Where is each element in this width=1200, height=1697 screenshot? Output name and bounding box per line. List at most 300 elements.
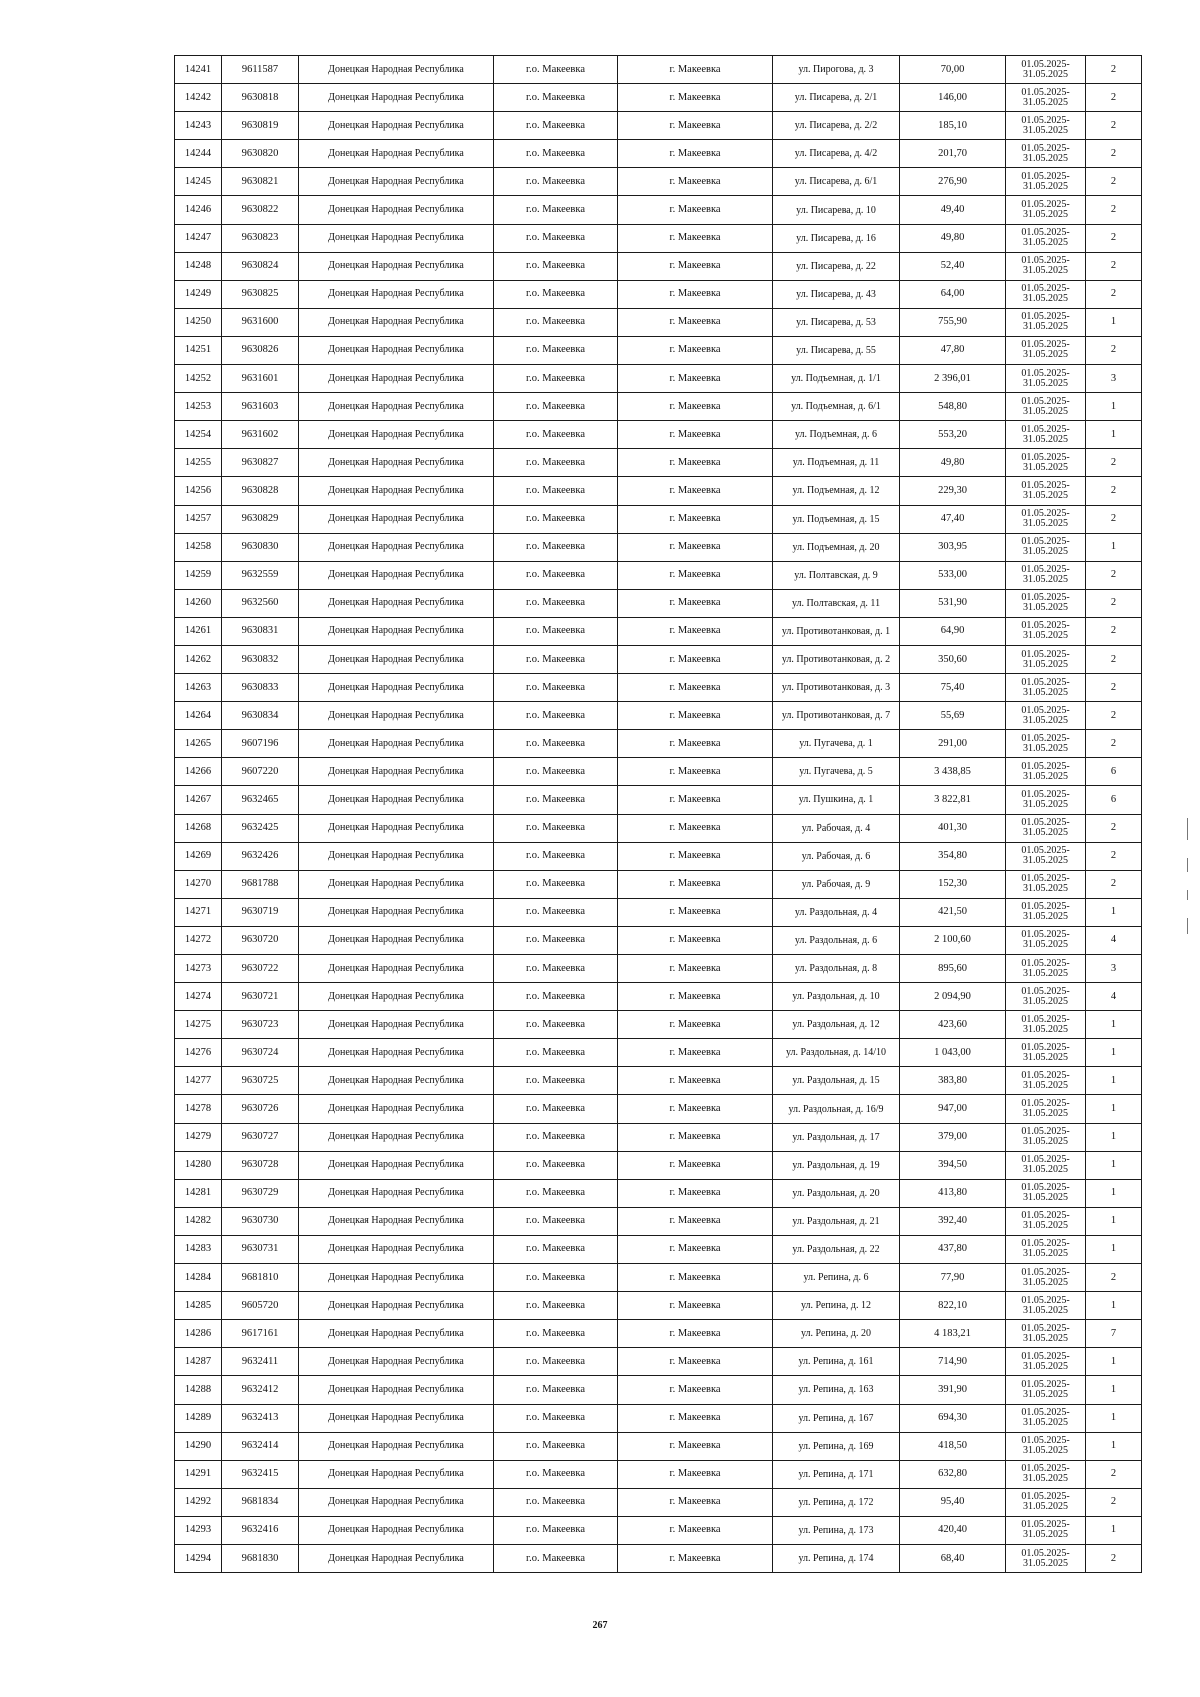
region-cell: Донецкая Народная Республика bbox=[299, 1348, 494, 1376]
area-cell: 632,80 bbox=[900, 1460, 1006, 1488]
city-cell: г. Макеевка bbox=[618, 1460, 773, 1488]
period-cell: 01.05.2025-31.05.2025 bbox=[1006, 308, 1086, 336]
period-cell: 01.05.2025-31.05.2025 bbox=[1006, 84, 1086, 112]
count-cell: 2 bbox=[1086, 589, 1142, 617]
table-row bbox=[175, 1039, 1142, 1067]
count-cell: 2 bbox=[1086, 1460, 1142, 1488]
area-cell: 3 438,85 bbox=[900, 758, 1006, 786]
period-cell: 01.05.2025-31.05.2025 bbox=[1006, 758, 1086, 786]
count-cell: 2 bbox=[1086, 561, 1142, 589]
area-cell: 52,40 bbox=[900, 252, 1006, 280]
city-cell: г. Макеевка bbox=[618, 674, 773, 702]
count-cell: 2 bbox=[1086, 112, 1142, 140]
count-cell: 2 bbox=[1086, 477, 1142, 505]
table-row bbox=[175, 140, 1142, 168]
region-cell: Донецкая Народная Республика bbox=[299, 308, 494, 336]
region-cell: Донецкая Народная Республика bbox=[299, 1432, 494, 1460]
period-cell: 01.05.2025-31.05.2025 bbox=[1006, 224, 1086, 252]
area-cell: 755,90 bbox=[900, 308, 1006, 336]
address-cell: ул. Репина, д. 6 bbox=[773, 1264, 900, 1292]
period-cell: 01.05.2025-31.05.2025 bbox=[1006, 1123, 1086, 1151]
city-cell: г. Макеевка bbox=[618, 589, 773, 617]
city-cell: г. Макеевка bbox=[618, 505, 773, 533]
count-cell: 2 bbox=[1086, 140, 1142, 168]
count-cell: 2 bbox=[1086, 56, 1142, 84]
table-row bbox=[175, 955, 1142, 983]
area-cell: 413,80 bbox=[900, 1179, 1006, 1207]
period-cell: 01.05.2025-31.05.2025 bbox=[1006, 870, 1086, 898]
period-cell: 01.05.2025-31.05.2025 bbox=[1006, 1320, 1086, 1348]
account-code-cell: 9632425 bbox=[222, 814, 299, 842]
city-cell: г. Макеевка bbox=[618, 224, 773, 252]
city-cell: г. Макеевка bbox=[618, 393, 773, 421]
period-cell: 01.05.2025-31.05.2025 bbox=[1006, 421, 1086, 449]
address-cell: ул. Пирогова, д. 3 bbox=[773, 56, 900, 84]
address-cell: ул. Репина, д. 169 bbox=[773, 1432, 900, 1460]
city-cell: г. Макеевка bbox=[618, 1151, 773, 1179]
period-cell: 01.05.2025-31.05.2025 bbox=[1006, 1179, 1086, 1207]
city-cell: г. Макеевка bbox=[618, 336, 773, 364]
table-row bbox=[175, 1544, 1142, 1572]
count-cell: 2 bbox=[1086, 702, 1142, 730]
district-cell: г.о. Макеевка bbox=[494, 898, 618, 926]
city-cell: г. Макеевка bbox=[618, 1348, 773, 1376]
table-row bbox=[175, 1235, 1142, 1263]
city-cell: г. Макеевка bbox=[618, 1011, 773, 1039]
region-cell: Донецкая Народная Республика bbox=[299, 983, 494, 1011]
city-cell: г. Макеевка bbox=[618, 1292, 773, 1320]
row-number-cell: 14281 bbox=[175, 1179, 222, 1207]
period-cell: 01.05.2025-31.05.2025 bbox=[1006, 1516, 1086, 1544]
city-cell: г. Макеевка bbox=[618, 1039, 773, 1067]
table-row bbox=[175, 1320, 1142, 1348]
period-cell: 01.05.2025-31.05.2025 bbox=[1006, 1067, 1086, 1095]
period-cell: 01.05.2025-31.05.2025 bbox=[1006, 1264, 1086, 1292]
region-cell: Донецкая Народная Республика bbox=[299, 421, 494, 449]
page-number: 267 bbox=[592, 1620, 608, 1631]
district-cell: г.о. Макеевка bbox=[494, 168, 618, 196]
region-cell: Донецкая Народная Республика bbox=[299, 589, 494, 617]
district-cell: г.о. Макеевка bbox=[494, 1320, 618, 1348]
region-cell: Донецкая Народная Республика bbox=[299, 645, 494, 673]
area-cell: 55,69 bbox=[900, 702, 1006, 730]
account-code-cell: 9630830 bbox=[222, 533, 299, 561]
row-number-cell: 14286 bbox=[175, 1320, 222, 1348]
city-cell: г. Макеевка bbox=[618, 1488, 773, 1516]
account-code-cell: 9630730 bbox=[222, 1207, 299, 1235]
count-cell: 2 bbox=[1086, 842, 1142, 870]
region-cell: Донецкая Народная Республика bbox=[299, 112, 494, 140]
address-cell: ул. Писарева, д. 6/1 bbox=[773, 168, 900, 196]
period-cell: 01.05.2025-31.05.2025 bbox=[1006, 561, 1086, 589]
address-cell: ул. Писарева, д. 43 bbox=[773, 280, 900, 308]
count-cell: 2 bbox=[1086, 645, 1142, 673]
district-cell: г.о. Макеевка bbox=[494, 1292, 618, 1320]
area-cell: 421,50 bbox=[900, 898, 1006, 926]
table-row bbox=[175, 1376, 1142, 1404]
district-cell: г.о. Макеевка bbox=[494, 1376, 618, 1404]
row-number-cell: 14287 bbox=[175, 1348, 222, 1376]
count-cell: 2 bbox=[1086, 252, 1142, 280]
count-cell: 3 bbox=[1086, 955, 1142, 983]
city-cell: г. Макеевка bbox=[618, 140, 773, 168]
row-number-cell: 14246 bbox=[175, 196, 222, 224]
district-cell: г.о. Макеевка bbox=[494, 842, 618, 870]
area-cell: 694,30 bbox=[900, 1404, 1006, 1432]
district-cell: г.о. Макеевка bbox=[494, 561, 618, 589]
count-cell: 1 bbox=[1086, 1348, 1142, 1376]
row-number-cell: 14258 bbox=[175, 533, 222, 561]
account-code-cell: 9632426 bbox=[222, 842, 299, 870]
address-cell: ул. Репина, д. 20 bbox=[773, 1320, 900, 1348]
period-cell: 01.05.2025-31.05.2025 bbox=[1006, 140, 1086, 168]
table-row bbox=[175, 786, 1142, 814]
account-code-cell: 9630726 bbox=[222, 1095, 299, 1123]
district-cell: г.о. Макеевка bbox=[494, 1544, 618, 1572]
account-code-cell: 9681830 bbox=[222, 1544, 299, 1572]
district-cell: г.о. Макеевка bbox=[494, 617, 618, 645]
row-number-cell: 14294 bbox=[175, 1544, 222, 1572]
account-code-cell: 9630825 bbox=[222, 280, 299, 308]
city-cell: г. Макеевка bbox=[618, 1376, 773, 1404]
address-cell: ул. Раздольная, д. 16/9 bbox=[773, 1095, 900, 1123]
account-code-cell: 9630727 bbox=[222, 1123, 299, 1151]
address-cell: ул. Репина, д. 12 bbox=[773, 1292, 900, 1320]
region-cell: Донецкая Народная Республика bbox=[299, 786, 494, 814]
account-code-cell: 9632465 bbox=[222, 786, 299, 814]
region-cell: Донецкая Народная Республика bbox=[299, 1039, 494, 1067]
city-cell: г. Макеевка bbox=[618, 533, 773, 561]
account-code-cell: 9611587 bbox=[222, 56, 299, 84]
count-cell: 1 bbox=[1086, 1516, 1142, 1544]
area-cell: 714,90 bbox=[900, 1348, 1006, 1376]
city-cell: г. Макеевка bbox=[618, 842, 773, 870]
account-code-cell: 9630834 bbox=[222, 702, 299, 730]
address-cell: ул. Полтавская, д. 11 bbox=[773, 589, 900, 617]
district-cell: г.о. Макеевка bbox=[494, 505, 618, 533]
account-code-cell: 9632411 bbox=[222, 1348, 299, 1376]
area-cell: 49,40 bbox=[900, 196, 1006, 224]
account-code-cell: 9681788 bbox=[222, 870, 299, 898]
period-cell: 01.05.2025-31.05.2025 bbox=[1006, 1404, 1086, 1432]
city-cell: г. Макеевка bbox=[618, 898, 773, 926]
address-cell: ул. Писарева, д. 22 bbox=[773, 252, 900, 280]
table-row bbox=[175, 1123, 1142, 1151]
count-cell: 2 bbox=[1086, 280, 1142, 308]
count-cell: 2 bbox=[1086, 1264, 1142, 1292]
row-number-cell: 14260 bbox=[175, 589, 222, 617]
area-cell: 1 043,00 bbox=[900, 1039, 1006, 1067]
count-cell: 1 bbox=[1086, 1404, 1142, 1432]
row-number-cell: 14265 bbox=[175, 730, 222, 758]
count-cell: 2 bbox=[1086, 617, 1142, 645]
period-cell: 01.05.2025-31.05.2025 bbox=[1006, 589, 1086, 617]
count-cell: 2 bbox=[1086, 730, 1142, 758]
district-cell: г.о. Макеевка bbox=[494, 477, 618, 505]
row-number-cell: 14271 bbox=[175, 898, 222, 926]
address-cell: ул. Писарева, д. 2/2 bbox=[773, 112, 900, 140]
area-cell: 401,30 bbox=[900, 814, 1006, 842]
district-cell: г.о. Макеевка bbox=[494, 1235, 618, 1263]
table-row bbox=[175, 1488, 1142, 1516]
district-cell: г.о. Макеевка bbox=[494, 1039, 618, 1067]
district-cell: г.о. Макеевка bbox=[494, 421, 618, 449]
district-cell: г.о. Макеевка bbox=[494, 730, 618, 758]
period-cell: 01.05.2025-31.05.2025 bbox=[1006, 1376, 1086, 1404]
district-cell: г.о. Макеевка bbox=[494, 1460, 618, 1488]
row-number-cell: 14248 bbox=[175, 252, 222, 280]
period-cell: 01.05.2025-31.05.2025 bbox=[1006, 983, 1086, 1011]
period-cell: 01.05.2025-31.05.2025 bbox=[1006, 1207, 1086, 1235]
address-cell: ул. Противотанковая, д. 2 bbox=[773, 645, 900, 673]
area-cell: 291,00 bbox=[900, 730, 1006, 758]
region-cell: Донецкая Народная Республика bbox=[299, 1067, 494, 1095]
region-cell: Донецкая Народная Республика bbox=[299, 926, 494, 954]
district-cell: г.о. Макеевка bbox=[494, 112, 618, 140]
address-cell: ул. Раздольная, д. 17 bbox=[773, 1123, 900, 1151]
account-code-cell: 9632412 bbox=[222, 1376, 299, 1404]
district-cell: г.о. Макеевка bbox=[494, 702, 618, 730]
city-cell: г. Макеевка bbox=[618, 1432, 773, 1460]
region-cell: Донецкая Народная Республика bbox=[299, 533, 494, 561]
count-cell: 2 bbox=[1086, 224, 1142, 252]
period-cell: 01.05.2025-31.05.2025 bbox=[1006, 814, 1086, 842]
count-cell: 1 bbox=[1086, 1095, 1142, 1123]
region-cell: Донецкая Народная Республика bbox=[299, 1488, 494, 1516]
account-code-cell: 9630820 bbox=[222, 140, 299, 168]
address-cell: ул. Подъемная, д. 11 bbox=[773, 449, 900, 477]
count-cell: 1 bbox=[1086, 1123, 1142, 1151]
area-cell: 383,80 bbox=[900, 1067, 1006, 1095]
period-cell: 01.05.2025-31.05.2025 bbox=[1006, 786, 1086, 814]
city-cell: г. Макеевка bbox=[618, 1179, 773, 1207]
city-cell: г. Макеевка bbox=[618, 983, 773, 1011]
account-code-cell: 9630731 bbox=[222, 1235, 299, 1263]
register-table bbox=[174, 55, 1142, 1573]
address-cell: ул. Писарева, д. 4/2 bbox=[773, 140, 900, 168]
region-cell: Донецкая Народная Республика bbox=[299, 449, 494, 477]
table-row bbox=[175, 674, 1142, 702]
count-cell: 1 bbox=[1086, 1376, 1142, 1404]
row-number-cell: 14251 bbox=[175, 336, 222, 364]
count-cell: 1 bbox=[1086, 898, 1142, 926]
account-code-cell: 9630818 bbox=[222, 84, 299, 112]
scan-edge-marks bbox=[1186, 818, 1189, 1078]
period-cell: 01.05.2025-31.05.2025 bbox=[1006, 1151, 1086, 1179]
period-cell: 01.05.2025-31.05.2025 bbox=[1006, 365, 1086, 393]
table-row bbox=[175, 84, 1142, 112]
table-row bbox=[175, 477, 1142, 505]
table-row bbox=[175, 449, 1142, 477]
table-row bbox=[175, 1516, 1142, 1544]
row-number-cell: 14249 bbox=[175, 280, 222, 308]
period-cell: 01.05.2025-31.05.2025 bbox=[1006, 1488, 1086, 1516]
district-cell: г.о. Макеевка bbox=[494, 786, 618, 814]
count-cell: 1 bbox=[1086, 1292, 1142, 1320]
row-number-cell: 14254 bbox=[175, 421, 222, 449]
row-number-cell: 14270 bbox=[175, 870, 222, 898]
city-cell: г. Макеевка bbox=[618, 617, 773, 645]
district-cell: г.о. Макеевка bbox=[494, 1123, 618, 1151]
count-cell: 3 bbox=[1086, 365, 1142, 393]
address-cell: ул. Подъемная, д. 15 bbox=[773, 505, 900, 533]
city-cell: г. Макеевка bbox=[618, 730, 773, 758]
region-cell: Донецкая Народная Республика bbox=[299, 758, 494, 786]
area-cell: 77,90 bbox=[900, 1264, 1006, 1292]
row-number-cell: 14292 bbox=[175, 1488, 222, 1516]
region-cell: Донецкая Народная Республика bbox=[299, 224, 494, 252]
table-row bbox=[175, 421, 1142, 449]
district-cell: г.о. Макеевка bbox=[494, 926, 618, 954]
account-code-cell: 9631603 bbox=[222, 393, 299, 421]
table-row bbox=[175, 870, 1142, 898]
table-row bbox=[175, 1432, 1142, 1460]
table-row bbox=[175, 336, 1142, 364]
row-number-cell: 14244 bbox=[175, 140, 222, 168]
account-code-cell: 9632416 bbox=[222, 1516, 299, 1544]
period-cell: 01.05.2025-31.05.2025 bbox=[1006, 393, 1086, 421]
region-cell: Донецкая Народная Республика bbox=[299, 1516, 494, 1544]
count-cell: 2 bbox=[1086, 505, 1142, 533]
city-cell: г. Макеевка bbox=[618, 926, 773, 954]
district-cell: г.о. Макеевка bbox=[494, 393, 618, 421]
account-code-cell: 9630723 bbox=[222, 1011, 299, 1039]
region-cell: Донецкая Народная Республика bbox=[299, 561, 494, 589]
row-number-cell: 14275 bbox=[175, 1011, 222, 1039]
period-cell: 01.05.2025-31.05.2025 bbox=[1006, 898, 1086, 926]
address-cell: ул. Рабочая, д. 6 bbox=[773, 842, 900, 870]
region-cell: Донецкая Народная Республика bbox=[299, 674, 494, 702]
region-cell: Донецкая Народная Республика bbox=[299, 1011, 494, 1039]
table-row bbox=[175, 814, 1142, 842]
period-cell: 01.05.2025-31.05.2025 bbox=[1006, 730, 1086, 758]
count-cell: 1 bbox=[1086, 1432, 1142, 1460]
period-cell: 01.05.2025-31.05.2025 bbox=[1006, 1011, 1086, 1039]
city-cell: г. Макеевка bbox=[618, 955, 773, 983]
row-number-cell: 14247 bbox=[175, 224, 222, 252]
district-cell: г.о. Макеевка bbox=[494, 674, 618, 702]
district-cell: г.о. Макеевка bbox=[494, 1151, 618, 1179]
row-number-cell: 14280 bbox=[175, 1151, 222, 1179]
count-cell: 1 bbox=[1086, 393, 1142, 421]
city-cell: г. Макеевка bbox=[618, 1123, 773, 1151]
region-cell: Донецкая Народная Республика bbox=[299, 365, 494, 393]
period-cell: 01.05.2025-31.05.2025 bbox=[1006, 252, 1086, 280]
address-cell: ул. Писарева, д. 10 bbox=[773, 196, 900, 224]
row-number-cell: 14282 bbox=[175, 1207, 222, 1235]
address-cell: ул. Рабочая, д. 4 bbox=[773, 814, 900, 842]
area-cell: 947,00 bbox=[900, 1095, 1006, 1123]
area-cell: 47,80 bbox=[900, 336, 1006, 364]
address-cell: ул. Подъемная, д. 6/1 bbox=[773, 393, 900, 421]
area-cell: 2 396,01 bbox=[900, 365, 1006, 393]
account-code-cell: 9681810 bbox=[222, 1264, 299, 1292]
district-cell: г.о. Макеевка bbox=[494, 814, 618, 842]
address-cell: ул. Раздольная, д. 15 bbox=[773, 1067, 900, 1095]
district-cell: г.о. Макеевка bbox=[494, 1516, 618, 1544]
period-cell: 01.05.2025-31.05.2025 bbox=[1006, 926, 1086, 954]
city-cell: г. Макеевка bbox=[618, 1207, 773, 1235]
row-number-cell: 14267 bbox=[175, 786, 222, 814]
account-code-cell: 9630822 bbox=[222, 196, 299, 224]
district-cell: г.о. Макеевка bbox=[494, 1264, 618, 1292]
period-cell: 01.05.2025-31.05.2025 bbox=[1006, 645, 1086, 673]
area-cell: 229,30 bbox=[900, 477, 1006, 505]
account-code-cell: 9617161 bbox=[222, 1320, 299, 1348]
table-row bbox=[175, 168, 1142, 196]
account-code-cell: 9605720 bbox=[222, 1292, 299, 1320]
area-cell: 391,90 bbox=[900, 1376, 1006, 1404]
region-cell: Донецкая Народная Республика bbox=[299, 814, 494, 842]
count-cell: 1 bbox=[1086, 1179, 1142, 1207]
count-cell: 2 bbox=[1086, 674, 1142, 702]
row-number-cell: 14272 bbox=[175, 926, 222, 954]
area-cell: 47,40 bbox=[900, 505, 1006, 533]
count-cell: 2 bbox=[1086, 870, 1142, 898]
table-row bbox=[175, 983, 1142, 1011]
region-cell: Донецкая Народная Республика bbox=[299, 702, 494, 730]
account-code-cell: 9630824 bbox=[222, 252, 299, 280]
account-code-cell: 9632559 bbox=[222, 561, 299, 589]
period-cell: 01.05.2025-31.05.2025 bbox=[1006, 1292, 1086, 1320]
address-cell: ул. Раздольная, д. 22 bbox=[773, 1235, 900, 1263]
area-cell: 420,40 bbox=[900, 1516, 1006, 1544]
address-cell: ул. Писарева, д. 53 bbox=[773, 308, 900, 336]
area-cell: 303,95 bbox=[900, 533, 1006, 561]
district-cell: г.о. Макеевка bbox=[494, 140, 618, 168]
address-cell: ул. Раздольная, д. 8 bbox=[773, 955, 900, 983]
period-cell: 01.05.2025-31.05.2025 bbox=[1006, 56, 1086, 84]
table-row bbox=[175, 280, 1142, 308]
area-cell: 64,00 bbox=[900, 280, 1006, 308]
account-code-cell: 9630823 bbox=[222, 224, 299, 252]
city-cell: г. Макеевка bbox=[618, 1320, 773, 1348]
count-cell: 1 bbox=[1086, 1235, 1142, 1263]
table-row bbox=[175, 842, 1142, 870]
count-cell: 1 bbox=[1086, 1011, 1142, 1039]
row-number-cell: 14255 bbox=[175, 449, 222, 477]
row-number-cell: 14262 bbox=[175, 645, 222, 673]
address-cell: ул. Репина, д. 171 bbox=[773, 1460, 900, 1488]
region-cell: Донецкая Народная Республика bbox=[299, 870, 494, 898]
row-number-cell: 14250 bbox=[175, 308, 222, 336]
table-row bbox=[175, 617, 1142, 645]
region-cell: Донецкая Народная Республика bbox=[299, 1460, 494, 1488]
city-cell: г. Макеевка bbox=[618, 308, 773, 336]
count-cell: 1 bbox=[1086, 421, 1142, 449]
period-cell: 01.05.2025-31.05.2025 bbox=[1006, 1432, 1086, 1460]
address-cell: ул. Репина, д. 172 bbox=[773, 1488, 900, 1516]
count-cell: 6 bbox=[1086, 758, 1142, 786]
city-cell: г. Макеевка bbox=[618, 814, 773, 842]
district-cell: г.о. Макеевка bbox=[494, 983, 618, 1011]
period-cell: 01.05.2025-31.05.2025 bbox=[1006, 1460, 1086, 1488]
address-cell: ул. Раздольная, д. 20 bbox=[773, 1179, 900, 1207]
period-cell: 01.05.2025-31.05.2025 bbox=[1006, 533, 1086, 561]
count-cell: 7 bbox=[1086, 1320, 1142, 1348]
district-cell: г.о. Макеевка bbox=[494, 280, 618, 308]
area-cell: 2 094,90 bbox=[900, 983, 1006, 1011]
area-cell: 392,40 bbox=[900, 1207, 1006, 1235]
account-code-cell: 9630729 bbox=[222, 1179, 299, 1207]
district-cell: г.о. Макеевка bbox=[494, 449, 618, 477]
row-number-cell: 14285 bbox=[175, 1292, 222, 1320]
table-row bbox=[175, 1179, 1142, 1207]
table-row bbox=[175, 393, 1142, 421]
count-cell: 1 bbox=[1086, 1207, 1142, 1235]
address-cell: ул. Раздольная, д. 4 bbox=[773, 898, 900, 926]
region-cell: Донецкая Народная Республика bbox=[299, 140, 494, 168]
